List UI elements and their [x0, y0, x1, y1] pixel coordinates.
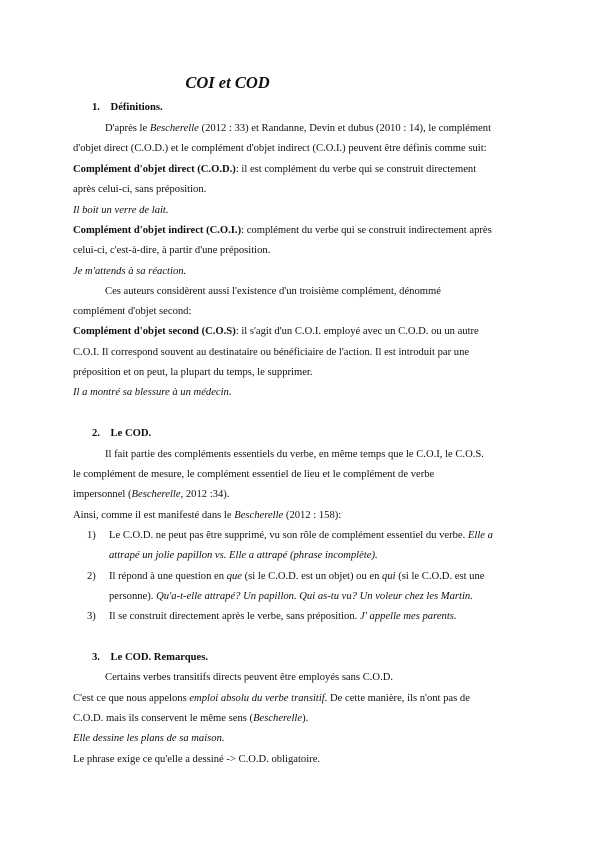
paragraph-line: C.O.I. Il correspond souvent au destinataire ou bénéficiaire de l'action. Il est introduit par une — [73, 347, 470, 358]
paragraph: Le phrase exige ce qu'elle a dessiné -> C.O.D. obligatoire. — [73, 754, 321, 765]
paragraph-line: C.O.D. mais ils conservent le même sens (Bescherelle). — [73, 713, 309, 724]
paragraph: Ces auteurs considèrent aussi l'existence d'un troisième complément, dénommé — [105, 286, 441, 297]
cod-example: Il boit un verre de lait. — [73, 205, 169, 216]
paragraph-line: le complément de mesure, le complément essentiel de lieu et le complément de verbe — [73, 469, 435, 480]
section-2-heading: 2. Le COD. — [92, 428, 152, 439]
paragraph: Ainsi, comme il est manifesté dans le Bescherelle (2012 : 158): — [73, 510, 342, 521]
cos-example: Il a montré sa blessure à un médecin. — [73, 387, 232, 398]
paragraph-line: d'objet direct (C.O.D.) et le complément d'objet indirect (C.O.I.) peuvent être définis comme suit: — [73, 143, 487, 154]
paragraph-line: impersonnel (Bescherelle, 2012 :34). — [73, 489, 230, 500]
paragraph-line: après celui-ci, sans préposition. — [73, 184, 207, 195]
paragraph: Il fait partie des compléments essentiels du verbe, en même temps que le C.O.I, le C.O.S. — [105, 449, 484, 460]
paragraph: C'est ce que nous appelons emploi absolu du verbe transitif. De cette manière, ils n'ont pas de — [73, 693, 470, 704]
paragraph: D'après le Bescherelle (2012 : 33) et Randanne, Devin et dubus (2010 : 14), le complément — [105, 123, 492, 134]
coi-definition: Complément d'objet indirect (C.O.I.): complément du verbe qui se construit indirectement après — [73, 225, 492, 236]
cod-definition: Complément d'objet direct (C.O.D.): il est complément du verbe qui se construit directement — [73, 164, 477, 175]
section-3-heading: 3. Le COD. Remarques. — [92, 652, 209, 663]
paragraph-line: préposition et on peut, la plupart du temps, le supprimer. — [73, 367, 313, 378]
section-1-heading: 1. Définitions. — [92, 102, 163, 113]
example: Elle dessine les plans de sa maison. — [73, 733, 225, 744]
paragraph-line: complément d'objet second: — [73, 306, 192, 317]
cos-definition: Complément d'objet second (C.O.S): il s'agit d'un C.O.I. employé avec un C.O.D. ou un autre — [73, 326, 479, 337]
paragraph-line: celui-ci, c'est-à-dire, à partir d'une préposition. — [73, 245, 271, 256]
coi-example: Je m'attends à sa réaction. — [73, 266, 187, 277]
document-title: COI et COD — [185, 73, 270, 92]
paragraph: Certains verbes transitifs directs peuvent être employés sans C.O.D. — [105, 672, 394, 683]
